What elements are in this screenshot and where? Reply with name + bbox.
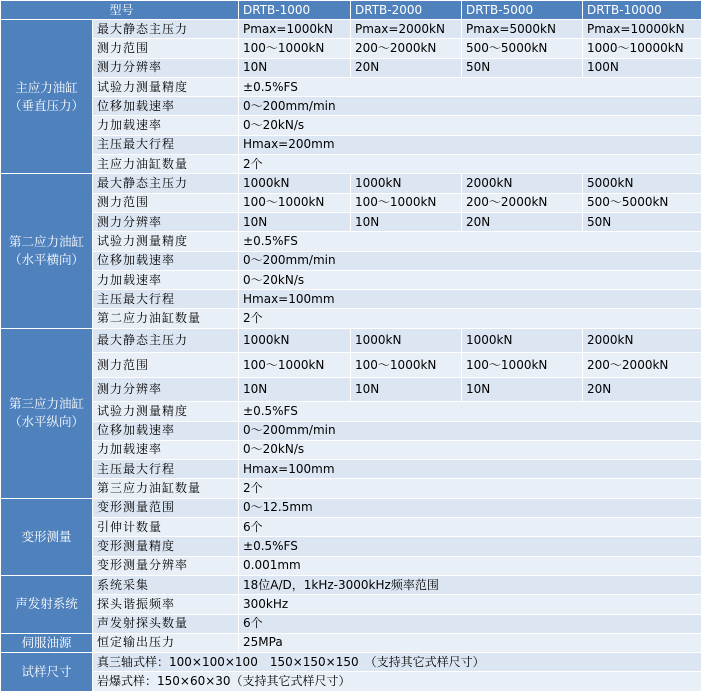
param-value: 20N [462, 212, 583, 231]
param-value: 1000kN [239, 174, 351, 193]
param-value: 0～20kN/s [239, 116, 701, 135]
param-name: 测力范围 [93, 39, 239, 58]
param-value: Hmax=200mm [239, 135, 701, 154]
param-name: 系统采集 [93, 575, 239, 594]
table-row [1, 575, 701, 594]
group-label: 伺服油源 [1, 633, 93, 652]
table-row [1, 672, 701, 691]
param-value: ±0.5%FS [239, 402, 701, 421]
table-row [1, 77, 701, 96]
table-row [1, 353, 701, 378]
param-value: 1000kN [351, 328, 462, 353]
param-value: 100～1000kN [351, 353, 462, 378]
param-value: 100～1000kN [239, 353, 351, 378]
header-drtb-2000: DRTB-2000 [351, 1, 462, 20]
param-value: 10N [462, 377, 583, 402]
param-value: 500～5000kN [462, 39, 583, 58]
param-value: Hmax=100mm [239, 290, 701, 309]
param-value: 2个 [239, 479, 701, 498]
param-name: 位移加载速率 [93, 421, 239, 440]
table-row [1, 270, 701, 289]
param-value: 10N [239, 58, 351, 77]
table-row [1, 174, 701, 193]
header-row [1, 1, 701, 20]
param-name: 主压最大行程 [93, 290, 239, 309]
param-name: 声发射探头数量 [93, 614, 239, 633]
param-value: 20N [351, 58, 462, 77]
param-value: 0.001mm [239, 556, 701, 575]
param-value: 100N [583, 58, 701, 77]
table-row [1, 309, 701, 328]
param-name: 测力分辨率 [93, 58, 239, 77]
param-name: 力加载速率 [93, 270, 239, 289]
header-drtb-10000: DRTB-10000 [583, 1, 701, 20]
param-name: 探头谐振频率 [93, 595, 239, 614]
table-row [1, 328, 701, 353]
table-row [1, 39, 701, 58]
param-value: Pmax=10000kN [583, 20, 701, 39]
table-row [1, 135, 701, 154]
param-name: 最大静态主压力 [93, 174, 239, 193]
group-label: 第三应力油缸（水平纵向） [1, 328, 93, 498]
param-name: 测力分辨率 [93, 212, 239, 231]
param-value: 6个 [239, 518, 701, 537]
param-name: 试验力测量精度 [93, 232, 239, 251]
param-value: 50N [583, 212, 701, 231]
param-name: 位移加载速率 [93, 97, 239, 116]
table-row [1, 653, 701, 672]
table-row [1, 402, 701, 421]
param-name: 测力分辨率 [93, 377, 239, 402]
table-row [1, 290, 701, 309]
table-row [1, 556, 701, 575]
table-row [1, 193, 701, 212]
param-value: Pmax=2000kN [351, 20, 462, 39]
param-value: 100～1000kN [239, 193, 351, 212]
param-value: Pmax=5000kN [462, 20, 583, 39]
param-value: 1000～10000kN [583, 39, 701, 58]
table-row [1, 20, 701, 39]
table-body [1, 20, 701, 692]
param-value: 100～1000kN [351, 193, 462, 212]
header-drtb-5000: DRTB-5000 [462, 1, 583, 20]
param-value: 500～5000kN [583, 193, 701, 212]
param-value: 1000kN [239, 328, 351, 353]
table-row [1, 633, 701, 652]
param-value: 0～200mm/min [239, 97, 701, 116]
param-value: 1000kN [351, 174, 462, 193]
param-name: 恒定输出压力 [93, 633, 239, 652]
param-value: 0～200mm/min [239, 251, 701, 270]
header-model: 型号 [1, 1, 239, 20]
group-label: 变形测量 [1, 498, 93, 575]
param-value: 200～2000kN [462, 193, 583, 212]
param-name: 第二应力油缸数量 [93, 309, 239, 328]
param-value: 2000kN [462, 174, 583, 193]
param-value: 2000kN [583, 328, 701, 353]
param-value: 0～200mm/min [239, 421, 701, 440]
param-value: 0～12.5mm [239, 498, 701, 517]
param-name: 力加载速率 [93, 440, 239, 459]
table-row [1, 537, 701, 556]
param-name: 主压最大行程 [93, 460, 239, 479]
param-value: 100～1000kN [462, 353, 583, 378]
param-name: 力加载速率 [93, 116, 239, 135]
param-name: 变形测量范围 [93, 498, 239, 517]
param-name: 第三应力油缸数量 [93, 479, 239, 498]
param-value: Hmax=100mm [239, 460, 701, 479]
table-row [1, 479, 701, 498]
param-value: 1000kN [462, 328, 583, 353]
group-label: 声发射系统 [1, 575, 93, 633]
table-row [1, 251, 701, 270]
param-name: 测力范围 [93, 193, 239, 212]
param-name: 引伸计数量 [93, 518, 239, 537]
spec-full-text: 真三轴式样：100×100×100 150×150×150 （支持其它式样尺寸） [93, 653, 701, 672]
param-value: 25MPa [239, 633, 701, 652]
param-value: 20N [583, 377, 701, 402]
param-value: 10N [351, 212, 462, 231]
param-value: ±0.5%FS [239, 77, 701, 96]
param-name: 主压最大行程 [93, 135, 239, 154]
param-value: 200～2000kN [583, 353, 701, 378]
param-value: 5000kN [583, 174, 701, 193]
param-name: 试验力测量精度 [93, 77, 239, 96]
table-row [1, 421, 701, 440]
table-row [1, 460, 701, 479]
table-row [1, 498, 701, 517]
param-name: 试验力测量精度 [93, 402, 239, 421]
param-name: 位移加载速率 [93, 251, 239, 270]
param-value: ±0.5%FS [239, 232, 701, 251]
param-name: 主应力油缸数量 [93, 155, 239, 174]
table-row [1, 595, 701, 614]
group-label: 试样尺寸 [1, 653, 93, 692]
group-label: 主应力油缸（垂直压力） [1, 20, 93, 174]
param-name: 变形测量精度 [93, 537, 239, 556]
param-value: 100～1000kN [239, 39, 351, 58]
table-row [1, 155, 701, 174]
param-value: 18位A/D，1kHz-3000kHz频率范围 [239, 575, 701, 594]
header-drtb-1000: DRTB-1000 [239, 1, 351, 20]
param-value: 0～20kN/s [239, 270, 701, 289]
table-row [1, 377, 701, 402]
table-row [1, 97, 701, 116]
table-row [1, 116, 701, 135]
param-value: 10N [239, 212, 351, 231]
param-value: ±0.5%FS [239, 537, 701, 556]
table-row [1, 518, 701, 537]
param-name: 变形测量分辨率 [93, 556, 239, 575]
table-row [1, 440, 701, 459]
param-value: Pmax=1000kN [239, 20, 351, 39]
table-row [1, 614, 701, 633]
table-row [1, 58, 701, 77]
param-value: 0～20kN/s [239, 440, 701, 459]
param-value: 2个 [239, 309, 701, 328]
table-row [1, 232, 701, 251]
param-name: 最大静态主压力 [93, 328, 239, 353]
group-label: 第二应力油缸（水平横向） [1, 174, 93, 328]
param-name: 最大静态主压力 [93, 20, 239, 39]
param-value: 300kHz [239, 595, 701, 614]
param-value: 2个 [239, 155, 701, 174]
table-row [1, 212, 701, 231]
param-name: 测力范围 [93, 353, 239, 378]
param-value: 10N [239, 377, 351, 402]
param-value: 6个 [239, 614, 701, 633]
param-value: 10N [351, 377, 462, 402]
param-value: 50N [462, 58, 583, 77]
param-value: 200～2000kN [351, 39, 462, 58]
spec-full-text: 岩爆式样：150×60×30（支持其它式样尺寸） [93, 672, 701, 691]
